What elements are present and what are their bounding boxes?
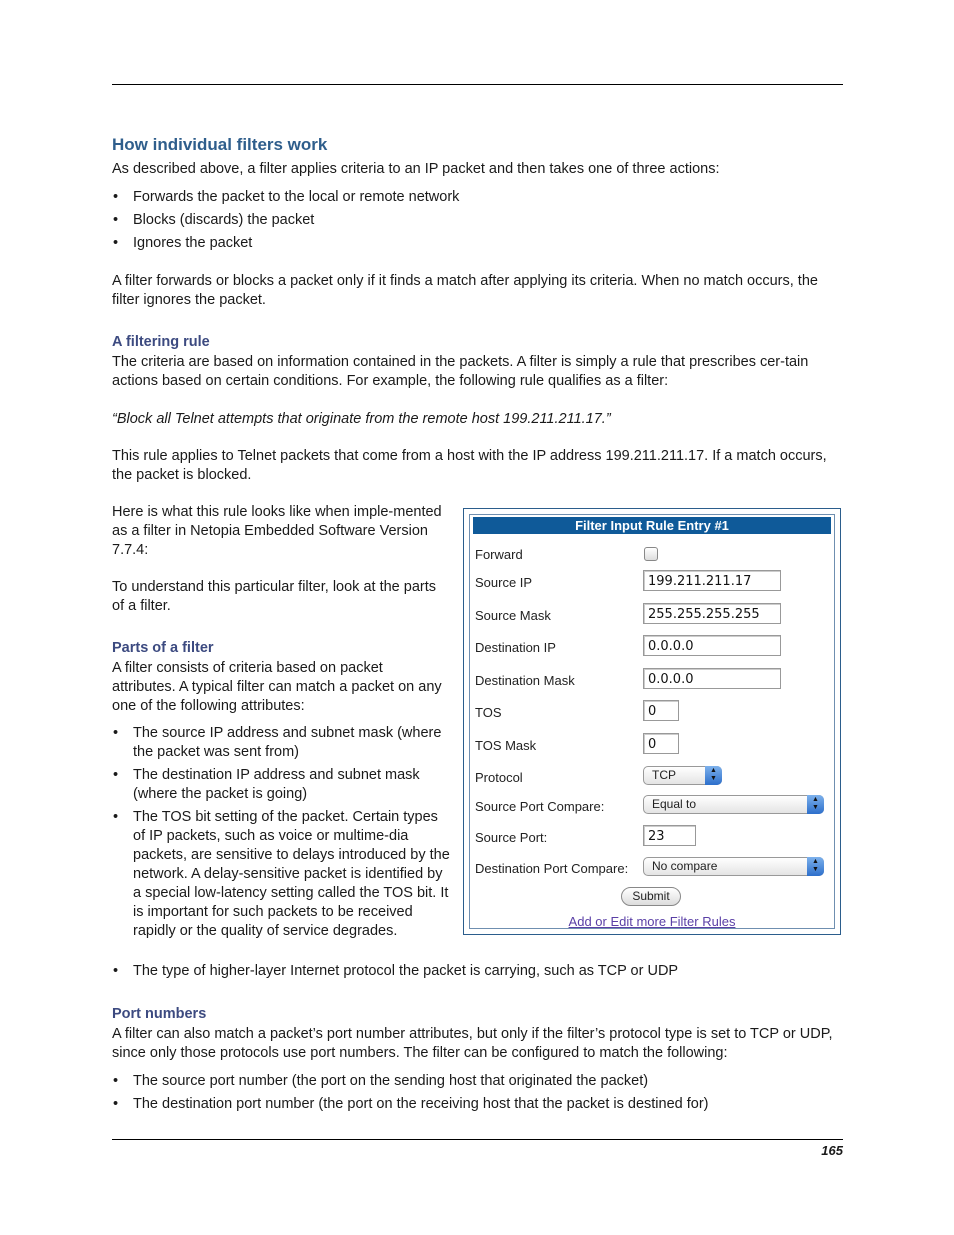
parts-list-last (112, 962, 843, 985)
forward-checkbox[interactable] (644, 547, 658, 561)
understand-text: To understand this particular filter, look at the parts of a filter. (112, 579, 437, 614)
source-port-compare-value: Equal to (652, 797, 697, 811)
source-port-label: Source Port: (475, 830, 548, 845)
filter-form-screenshot (463, 508, 841, 935)
tos-field[interactable]: 0 (643, 700, 679, 721)
protocol-select[interactable] (643, 766, 722, 785)
select-arrows-icon: ▲ ▼ (807, 857, 824, 876)
tos-label: TOS (475, 705, 502, 720)
parts-list (112, 724, 452, 945)
list-item: • The source port number (the port on the sending host that originated the packet) (112, 1072, 843, 1091)
port-numbers-list (112, 1072, 843, 1118)
protocol-label: Protocol (475, 770, 523, 785)
destination-port-compare-value: No compare (652, 859, 718, 873)
rule-applies-text: This rule applies to Telnet packets that come from a host with the IP address 199.211.211.17. If a match occurs, the packet is blocked. (112, 448, 827, 483)
filtering-rule-text: The criteria are based on information contained in the packets. A filter is simply a rule that prescribes cer-tain actions based on certain conditions. For example, the following rule qualifies as a filter: (112, 354, 809, 389)
protocol-value: TCP (652, 768, 676, 782)
list-item: • The source IP address and subnet mask (where the packet was sent from) (112, 724, 452, 762)
list-item: • Blocks (discards) the packet (112, 211, 843, 230)
destination-mask-label: Destination Mask (475, 673, 575, 688)
form-title: Filter Input Rule Entry #1 (473, 517, 831, 534)
select-arrows-icon: ▲ ▼ (807, 795, 824, 814)
source-port-compare-select[interactable] (643, 795, 824, 814)
parts-text: A filter consists of criteria based on packet attributes. A typical filter can match a packet on any one of the following attributes: (112, 660, 442, 714)
tos-mask-label: TOS Mask (475, 738, 537, 753)
submit-button[interactable]: Submit (621, 887, 681, 906)
filtering-rule-heading: A filtering rule (112, 334, 210, 350)
tos-mask-field[interactable]: 0 (643, 733, 679, 754)
list-item: • The destination port number (the port on the receiving host that the packet is destined for) (112, 1095, 843, 1114)
source-mask-label: Source Mask (475, 608, 551, 623)
list-item: • The type of higher-layer Internet protocol the packet is carrying, such as TCP or UDP (112, 962, 843, 981)
list-item: • The TOS bit setting of the packet. Certain types of IP packets, such as voice or multime-dia packets, are sensitive to delays introduced by the network. A delay-sensitive packet is identified by a special low-latency setting called the TOS bit. It is important for such packets to be received rapidly or the quality of service degrades. (112, 808, 452, 941)
parts-heading: Parts of a filter (112, 640, 214, 656)
actions-list (112, 188, 843, 257)
rule-quote: “Block all Telnet attempts that originate from the remote host 199.211.211.17.” (112, 411, 611, 427)
section-heading: How individual filters work (112, 135, 328, 154)
match-paragraph: A filter forwards or blocks a packet only if it finds a match after applying its criteria. When no match occurs, the filter ignores the packet. (112, 273, 818, 308)
select-arrows-icon: ▲ ▼ (705, 766, 722, 785)
source-port-field[interactable]: 23 (643, 825, 696, 846)
destination-port-compare-select[interactable] (643, 857, 824, 876)
bottom-rule (112, 1139, 843, 1140)
add-edit-filter-rules-link[interactable]: Add or Edit more Filter Rules (568, 914, 736, 929)
destination-mask-field[interactable]: 0.0.0.0 (643, 668, 781, 689)
port-numbers-text: A filter can also match a packet’s port number attributes, but only if the filter’s protocol type is set to TCP or UDP, since only those protocols use port numbers. The filter can be configured to match the following: (112, 1026, 833, 1061)
destination-ip-field[interactable]: 0.0.0.0 (643, 635, 781, 656)
source-mask-field[interactable]: 255.255.255.255 (643, 603, 781, 624)
intro-paragraph: As described above, a filter applies criteria to an IP packet and then takes one of three actions: (112, 161, 720, 177)
list-item: • Ignores the packet (112, 234, 843, 253)
list-item: • The destination IP address and subnet mask (where the packet is going) (112, 766, 452, 804)
list-item: • Forwards the packet to the local or remote network (112, 188, 843, 207)
here-text: Here is what this rule looks like when imple-mented as a filter in Netopia Embedded Software Version 7.7.4: (112, 504, 442, 558)
port-numbers-heading: Port numbers (112, 1006, 207, 1022)
source-ip-field[interactable]: 199.211.211.17 (643, 570, 781, 591)
destination-ip-label: Destination IP (475, 640, 556, 655)
forward-label: Forward (475, 547, 523, 562)
page-number: 165 (821, 1143, 843, 1158)
top-rule (112, 84, 843, 85)
filter-form (469, 514, 835, 929)
source-port-compare-label: Source Port Compare: (475, 799, 605, 814)
destination-port-compare-label: Destination Port Compare: (475, 861, 629, 876)
source-ip-label: Source IP (475, 575, 533, 590)
